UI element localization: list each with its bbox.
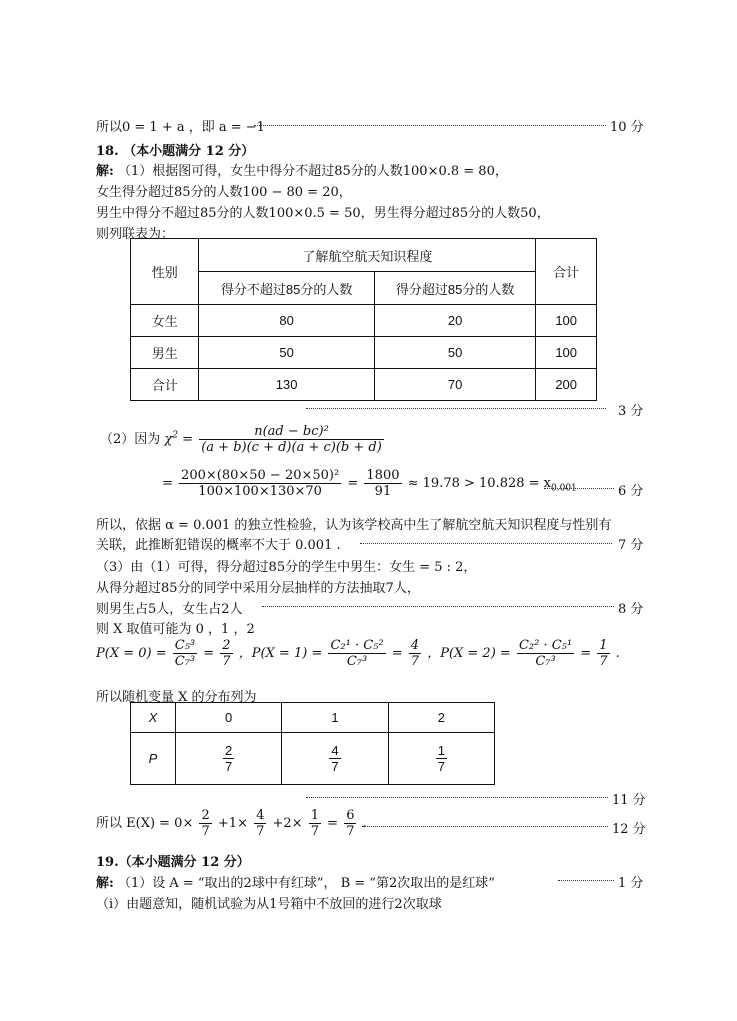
q18-p1-c: 男生中得分不超过85分的人数100×0.5 = 50，男生得分超过85分的人数50， (96, 206, 550, 221)
q19-title: 19.（本小题满分 12 分） (96, 855, 250, 870)
chi-square-calc: = $\frac{\text{200×(80×50 − 20×50)²}}{100\times 100\times 130\times 70}$ = $\frac{1800}{91}$ ≈ $19.78 > 10.828 = x_{0.001}$ (162, 468, 577, 499)
th-group: 了解航空航天知识程度 (199, 239, 536, 272)
table-row: X 0 1 2 (131, 703, 495, 733)
leader-dots (262, 606, 614, 607)
probability-line: P(X = 0) = $\frac{\text{C₅³}}{\text{C₇³}}$ = $\frac{2}{7}$ ，P(X = 1) = $\frac{\text{C₂¹ · C₅²}}{\text{C₇³}}$ = $\frac{4}{7}$ ，P(X = 2) = $\frac{\text{C₂² · C₅¹}}{\text{C₇³}}$ = $\frac{1}{7}$ . (96, 638, 620, 669)
part3-line-d: 则 X 取值可能为 0 ，1 ，2 (96, 622, 255, 637)
table-row: 男生 50 50 100 (131, 337, 597, 369)
part3-line-b: 从得分超过85分的同学中采用分层抽样的方法抽取7人， (96, 581, 420, 596)
leader-dots (362, 826, 608, 827)
leader-dots (306, 797, 608, 798)
chi-fraction: $\frac{\text{n(ad − bc)²}}{(a + b)(c + d)(a + c)(b + d)}$ (201, 424, 382, 455)
score-mark: 1 分 (618, 876, 644, 891)
th-total: 合计 (536, 239, 597, 305)
leader-dots (254, 125, 606, 126)
score-mark: 12 分 (612, 822, 646, 837)
chi-square-formula: （2）因为 $\chi^2$ = $\frac{\text{n(ad − bc)²}}{(a + b)(c + d)(a + c)(b + d)}$ (100, 424, 382, 455)
distribution-table (130, 702, 495, 785)
leader-dots (544, 488, 614, 489)
score-mark: 3 分 (618, 404, 644, 419)
q18-p1-a: 解: （1）根据图可得，女生中得分不超过85分的人数100×0.8 = 80， (96, 164, 508, 179)
q18-p1-d: 则列联表为： (96, 227, 175, 242)
expectation-line: 所以 E(X) = 0× $\frac{2}{7}$ +1× $\frac{4}{7}$ +2× $\frac{1}{7}$ = $\frac{6}{7}$ . (96, 808, 367, 839)
q18-title: 18. （本小题满分 12 分） (96, 144, 255, 159)
leader-dots (360, 543, 612, 544)
q18-p1-b: 女生得分超过85分的人数100 − 80 = 20， (96, 185, 352, 200)
score-mark: 7 分 (618, 538, 644, 553)
table-row: P $\frac{2}{7}$ $\frac{4}{7}$ $\frac{1}{7}$ (131, 733, 495, 785)
conclusion-line-2: 关联，此推断犯错误的概率不大于 0.001 . (96, 538, 341, 553)
score-mark: 6 分 (618, 484, 644, 499)
score-mark: 11 分 (612, 793, 646, 808)
line-conclusion-a: 所以0 = 1 + a ，即 a = −1 (96, 120, 265, 135)
leader-dots (558, 880, 614, 881)
distribution-heading: 所以随机变量 X 的分布列为 (96, 690, 257, 705)
part3-line-a: （3）由（1）可得，得分超过85分的学生中男生：女生 = 5 : 2， (96, 560, 477, 575)
q19-line-2: （ⅰ）由题意知，随机试验为从1号箱中不放回的进行2次取球 (96, 897, 442, 912)
part3-line-c: 则男生占5人，女生占2人 (96, 602, 243, 617)
q19-line-1: 解: （1）设 A = “取出的2球中有红球”， B = “第2次取出的是红球” (96, 876, 495, 891)
conclusion-line-1: 所以，依据 α = 0.001 的独立性检验，认为该学校高中生了解航空航天知识程度与性别有 (96, 518, 612, 533)
table-row: 合计 130 70 200 (131, 369, 597, 401)
leader-dots (306, 408, 606, 409)
th-col2: 得分超过85分的人数 (374, 272, 536, 305)
table-row: 女生 80 20 100 (131, 305, 597, 337)
contingency-table (130, 238, 597, 401)
th-gender: 性别 (131, 239, 199, 305)
score-mark: 10 分 (610, 120, 644, 135)
th-col1: 得分不超过85分的人数 (199, 272, 374, 305)
score-mark: 8 分 (618, 602, 644, 617)
